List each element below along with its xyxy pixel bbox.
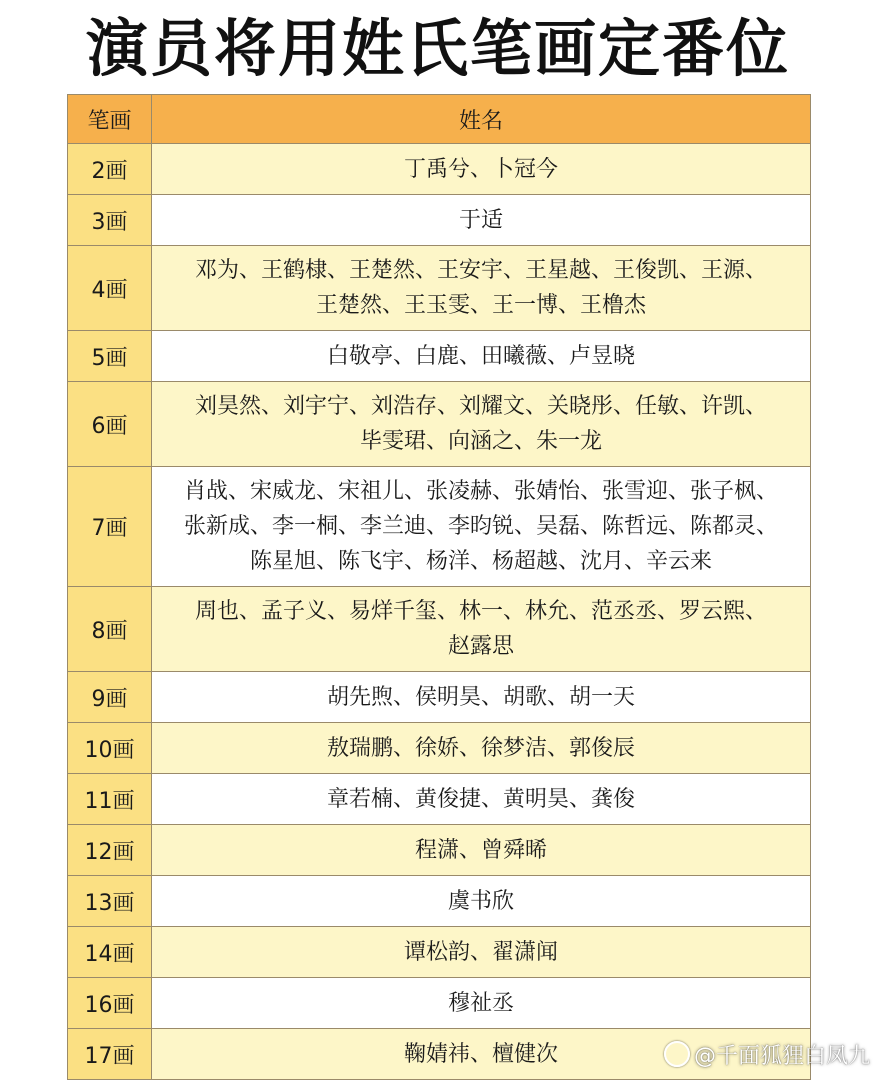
stroke-count-cell: 11画	[68, 774, 152, 825]
weibo-logo-icon	[664, 1041, 690, 1067]
names-line: 邓为、王鹤棣、王楚然、王安宇、王星越、王俊凯、王源、	[194, 258, 767, 283]
table-row	[68, 331, 811, 382]
names-cell	[152, 876, 811, 927]
names-cell	[152, 382, 811, 467]
table-row	[68, 825, 811, 876]
stroke-count-cell: 4画	[68, 246, 152, 331]
names-line: 谭松韵、翟潇闻	[403, 939, 558, 965]
stroke-count-cell: 10画	[68, 723, 152, 774]
table-row	[68, 587, 811, 672]
names-cell	[152, 331, 811, 382]
stroke-count-cell: 16画	[68, 978, 152, 1029]
stroke-name-table-container	[67, 94, 811, 1080]
names-line: 毕雯珺、向涵之、朱一龙	[359, 429, 602, 454]
table-row	[68, 467, 811, 587]
table-row	[68, 382, 811, 467]
stroke-count-cell: 6画	[68, 382, 152, 467]
table-row	[68, 774, 811, 825]
names-line: 陈星旭、陈飞宇、杨洋、杨超越、沈月、辛云来	[249, 549, 712, 574]
table-row	[68, 246, 811, 331]
names-line: 张新成、李一桐、李兰迪、李昀锐、吴磊、陈哲远、陈都灵、	[183, 514, 778, 539]
table-row	[68, 144, 811, 195]
stroke-count-cell: 7画	[68, 467, 152, 587]
names-cell	[152, 978, 811, 1029]
names-line: 丁禹兮、卜冠今	[403, 156, 558, 182]
stroke-count-cell: 17画	[68, 1029, 152, 1080]
names-cell	[152, 672, 811, 723]
names-line: 章若楠、黄俊捷、黄明昊、龚俊	[326, 786, 635, 812]
names-line: 于适	[458, 207, 503, 233]
stroke-count-cell: 8画	[68, 587, 152, 672]
names-cell	[152, 195, 811, 246]
table-row	[68, 195, 811, 246]
table-row	[68, 927, 811, 978]
names-cell	[152, 774, 811, 825]
names-line: 鞠婧祎、檀健次	[403, 1041, 558, 1067]
table-row	[68, 672, 811, 723]
names-line: 刘昊然、刘宇宁、刘浩存、刘耀文、关晓彤、任敏、许凯、	[194, 394, 767, 419]
names-line: 敖瑞鹏、徐娇、徐梦洁、郭俊辰	[326, 735, 635, 761]
watermark-text: @千面狐狸白凤九	[693, 1044, 870, 1069]
names-line: 王楚然、王玉雯、王一博、王橹杰	[315, 293, 646, 318]
page-title: 演员将用姓氏笔画定番位	[85, 12, 790, 85]
names-cell	[152, 927, 811, 978]
names-line: 虞书欣	[447, 888, 514, 914]
table-row	[68, 723, 811, 774]
names-cell	[152, 467, 811, 587]
names-cell	[152, 246, 811, 331]
names-line: 赵露思	[447, 634, 514, 659]
stroke-name-table	[67, 94, 811, 1080]
names-line: 肖战、宋威龙、宋祖儿、张凌赫、张婧怡、张雪迎、张子枫、	[183, 479, 778, 504]
stroke-count-cell: 14画	[68, 927, 152, 978]
names-line: 周也、孟子义、易烊千玺、林一、林允、范丞丞、罗云熙、	[194, 599, 767, 624]
stroke-count-cell: 13画	[68, 876, 152, 927]
header-stroke: 笔画	[68, 95, 152, 144]
table-row	[68, 876, 811, 927]
names-cell	[152, 825, 811, 876]
names-line: 穆祉丞	[447, 990, 514, 1016]
header-names: 姓名	[152, 95, 811, 144]
stroke-count-cell: 5画	[68, 331, 152, 382]
names-cell	[152, 723, 811, 774]
stroke-count-cell: 12画	[68, 825, 152, 876]
stroke-count-cell: 9画	[68, 672, 152, 723]
names-line: 胡先煦、侯明昊、胡歌、胡一天	[326, 684, 635, 710]
names-line: 程潇、曾舜晞	[414, 837, 547, 863]
table-row	[68, 978, 811, 1029]
stroke-count-cell: 3画	[68, 195, 152, 246]
stroke-count-cell: 2画	[68, 144, 152, 195]
names-cell	[152, 587, 811, 672]
table-header-row	[68, 95, 811, 144]
names-line: 白敬亭、白鹿、田曦薇、卢昱晓	[326, 343, 635, 369]
watermark	[664, 1039, 870, 1070]
names-cell	[152, 144, 811, 195]
